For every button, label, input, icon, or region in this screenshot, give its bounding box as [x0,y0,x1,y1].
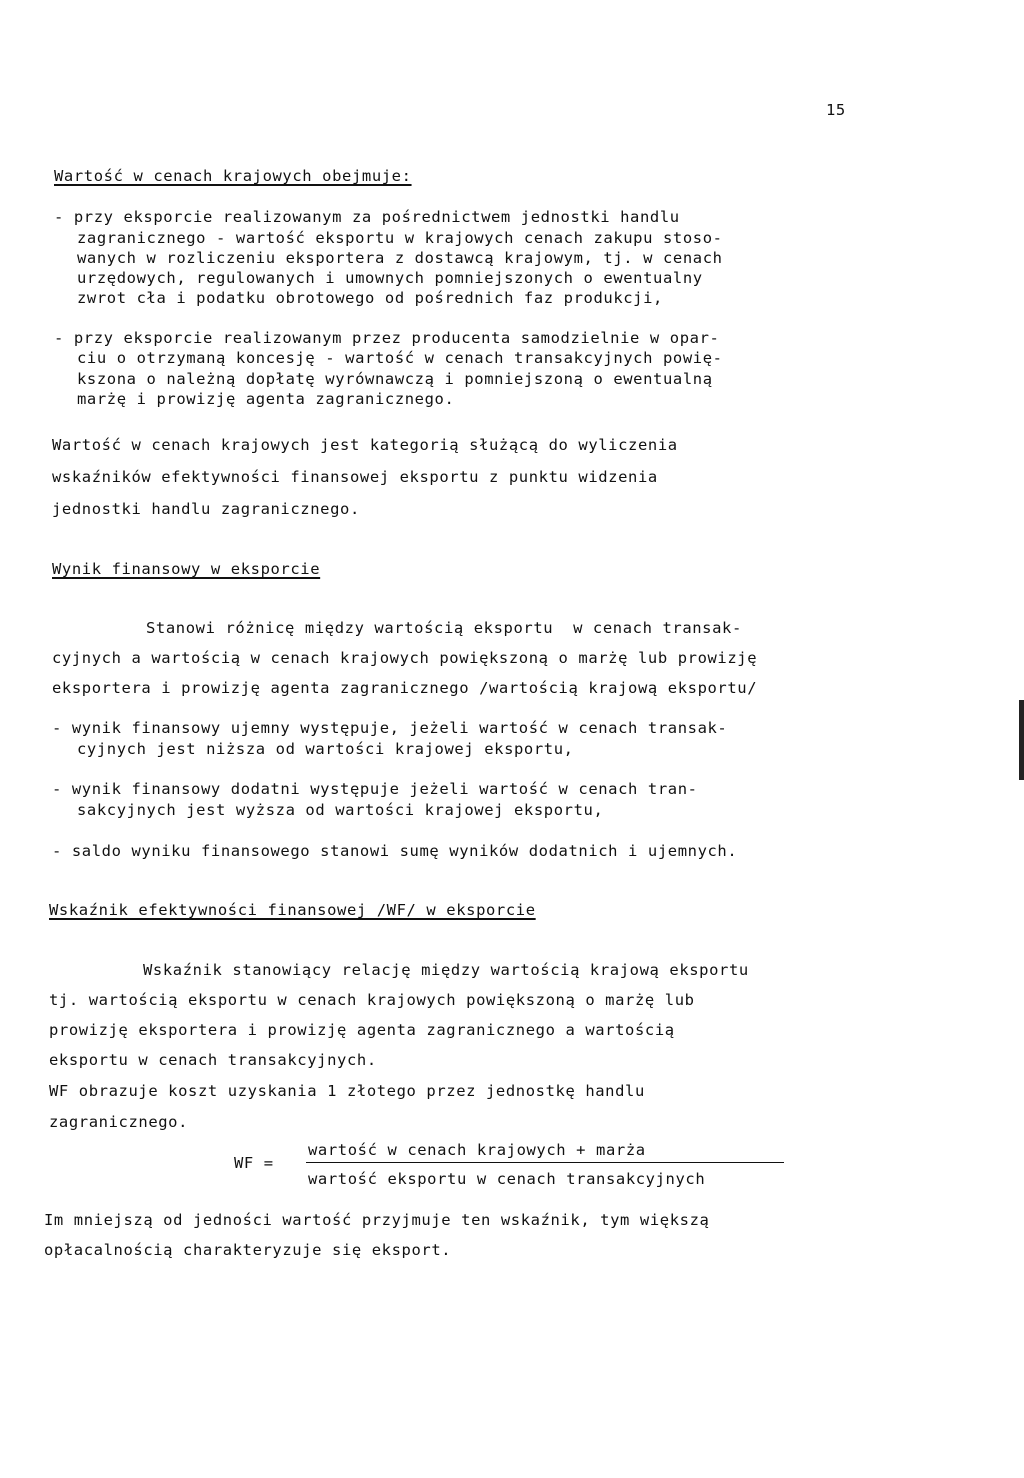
paragraph-line: eksportu w cenach transakcyjnych. [49,1051,377,1069]
bullet-line: wanych w rozliczeniu eksportera z dostawcą krajowym, tj. w cenach [77,249,723,267]
section-heading-financial-result: Wynik finansowy w eksporcie [52,560,321,578]
section-heading-domestic-value: Wartość w cenach krajowych obejmuje: [54,167,412,185]
paragraph-line: opłacalnością charakteryzuje się eksport. [44,1241,452,1259]
bullet-line: - przy eksporcie realizowanym przez producenta samodzielnie w opar- [54,329,720,347]
paragraph-line: prowizję eksportera i prowizję agenta zagranicznego a wartością [49,1021,675,1039]
page-number: 15 [826,101,846,119]
paragraph-line: cyjnych a wartością w cenach krajowych powiększoną o marżę lub prowizję [52,649,758,667]
fraction-bar [306,1162,784,1163]
scan-edge-mark [1019,700,1024,780]
bullet-line: zwrot cła i podatku obrotowego od pośrednich faz produkcji, [77,289,663,307]
bullet-line: cyjnych jest niższa od wartości krajowej eksportu, [77,740,574,758]
bullet-line: - przy eksporcie realizowanym za pośrednictwem jednostki handlu [54,208,680,226]
bullet-line: urzędowych, regulowanych i umownych pomniejszonych o ewentualny [77,269,703,287]
bullet-line: - wynik finansowy dodatni występuje jeżeli wartość w cenach tran- [52,780,698,798]
paragraph-line: zagranicznego. [49,1113,189,1131]
formula-lhs: WF = [234,1154,274,1172]
paragraph-line: wskaźników efektywności finansowej eksportu z punktu widzenia [52,468,658,486]
section-heading-efficiency-indicator: Wskaźnik efektywności finansowej /WF/ w eksporcie [49,901,536,919]
paragraph-line: eksportera i prowizję agenta zagranicznego /wartością krajową eksportu/ [52,679,758,697]
bullet-line: ciu o otrzymaną koncesję - wartość w cenach transakcyjnych powię- [77,349,723,367]
paragraph-line: WF obrazuje koszt uzyskania 1 złotego przez jednostkę handlu [49,1082,645,1100]
formula-denominator: wartość eksportu w cenach transakcyjnych [308,1170,706,1188]
paragraph-line: Wskaźnik stanowiący relację między wartością krajową eksportu [143,961,749,979]
bullet-line: zagranicznego - wartość eksportu w krajowych cenach zakupu stoso- [77,229,723,247]
bullet-line: - saldo wyniku finansowego stanowi sumę wyników dodatnich i ujemnych. [52,842,738,860]
paragraph-line: Im mniejszą od jedności wartość przyjmuje ten wskaźnik, tym większą [44,1211,710,1229]
bullet-line: - wynik finansowy ujemny występuje, jeżeli wartość w cenach transak- [52,719,728,737]
paragraph-line: jednostki handlu zagranicznego. [52,500,360,518]
paragraph-line: tj. wartością eksportu w cenach krajowych powiększoną o marżę lub [49,991,695,1009]
bullet-line: kszona o należną dopłatę wyrównawczą i pomniejszoną o ewentualną [77,370,713,388]
paragraph-line: Stanowi różnicę między wartością eksportu w cenach transak- [146,619,742,637]
bullet-line: sakcyjnych jest wyższa od wartości krajowej eksportu, [77,801,604,819]
formula-numerator: wartość w cenach krajowych + marża [308,1141,646,1159]
bullet-line: marżę i prowizję agenta zagranicznego. [77,390,455,408]
paragraph-line: Wartość w cenach krajowych jest kategorią służącą do wyliczenia [52,436,678,454]
